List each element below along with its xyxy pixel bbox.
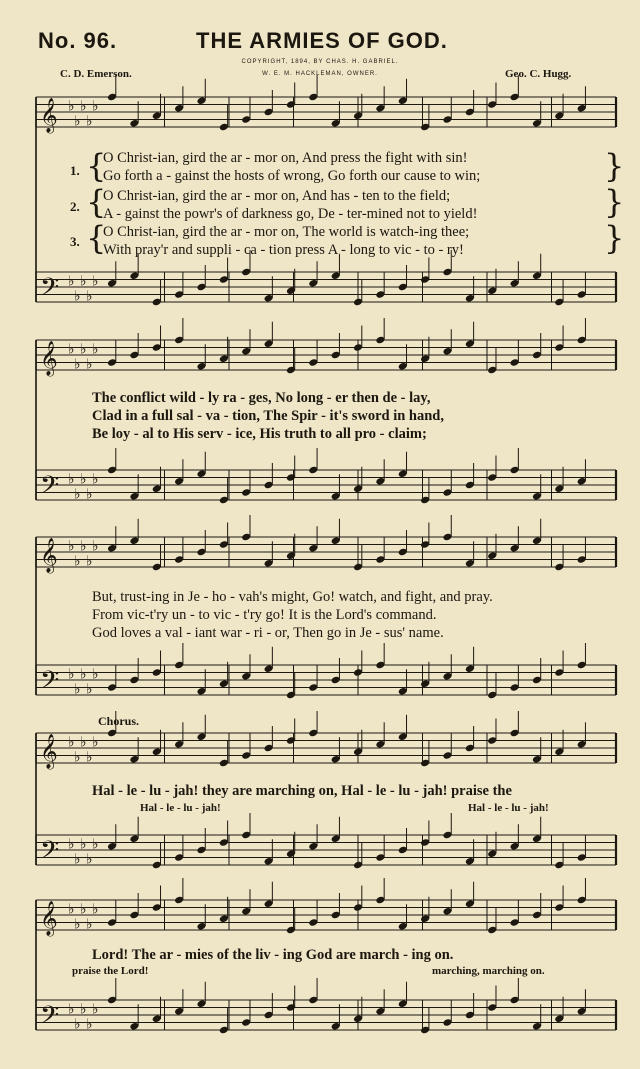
flat-icon: ♭ [68, 538, 75, 555]
flat-icon: ♭ [92, 734, 99, 751]
flat-icon: ♭ [80, 1001, 87, 1018]
verse-brace-left: { [86, 147, 107, 185]
flat-icon: ♭ [74, 749, 81, 766]
flat-icon: ♭ [80, 273, 87, 290]
flat-icon: ♭ [92, 341, 99, 358]
chorus-echo: Hal - le - lu - jah! [468, 802, 549, 814]
flat-icon: ♭ [92, 836, 99, 853]
composer-credit: Geo. C. Hugg. [505, 68, 572, 80]
copyright-line: COPYRIGHT, 1894, BY CHAS. H. GABRIEL. [241, 59, 399, 65]
verse-brace-right: } [604, 183, 625, 221]
verse-brace-right: } [604, 147, 625, 185]
flat-icon: ♭ [86, 288, 93, 305]
lyric-line: O Christ-ian, gird the ar - mor on, And press the fight with sin! [103, 150, 468, 166]
flat-icon: ♭ [68, 666, 75, 683]
verse-brace-right: } [604, 219, 625, 257]
flat-icon: ♭ [86, 356, 93, 373]
flat-icon: ♭ [92, 538, 99, 555]
flat-icon: ♭ [68, 734, 75, 751]
flat-icon: ♭ [86, 851, 93, 868]
flat-icon: ♭ [74, 288, 81, 305]
flat-icon: ♭ [80, 734, 87, 751]
bass-clef-icon: 𝄢 [40, 273, 60, 308]
bass-clef-icon: 𝄢 [40, 666, 60, 701]
final-lyric: Lord! The ar - mies of the liv - ing God are march - ing on. [92, 947, 454, 963]
owner-line: W. E. M. HACKLEMAN, OWNER. [262, 71, 378, 77]
flat-icon: ♭ [80, 901, 87, 918]
flat-icon: ♭ [74, 916, 81, 933]
lyric-line: Clad in a full sal - va - tion, The Spir - it's sword in hand, [92, 408, 444, 424]
lyricist-credit: C. D. Emerson. [60, 68, 132, 80]
flat-icon: ♭ [86, 1016, 93, 1033]
treble-clef-icon: 𝄞 [40, 98, 58, 133]
flat-icon: ♭ [68, 273, 75, 290]
lyric-line: But, trust-ing in Je - ho - vah's might, Go! watch, and fight, and pray. [92, 589, 493, 605]
lyric-line: God loves a val - iant war - ri - or, Then go in Je - sus' name. [92, 625, 444, 641]
flat-icon: ♭ [74, 1016, 81, 1033]
flat-icon: ♭ [86, 486, 93, 503]
chorus-label: Chorus. [98, 714, 140, 728]
lyric-line: O Christ-ian, gird the ar - mor on, The world is watch-ing thee; [103, 224, 470, 240]
flat-icon: ♭ [92, 98, 99, 115]
flat-icon: ♭ [92, 273, 99, 290]
final-echo: praise the Lord! [72, 965, 149, 977]
flat-icon: ♭ [86, 681, 93, 698]
flat-icon: ♭ [68, 98, 75, 115]
verse-number: 1. [70, 163, 80, 178]
flat-icon: ♭ [74, 681, 81, 698]
lyric-line: From vic-t'ry un - to vic - t'ry go! It is the Lord's command. [92, 607, 437, 623]
flat-icon: ♭ [92, 666, 99, 683]
bass-clef-icon: 𝄢 [40, 1001, 60, 1036]
chorus-echo: Hal - le - lu - jah! [140, 802, 221, 814]
lyric-line: A - gainst the powr's of darkness go, De - ter-mined not to yield! [103, 206, 478, 222]
treble-clef-icon: 𝄞 [40, 901, 58, 936]
flat-icon: ♭ [80, 98, 87, 115]
flat-icon: ♭ [74, 851, 81, 868]
hymn-number: No. 96. [38, 28, 118, 53]
bass-clef-icon: 𝄢 [40, 836, 60, 871]
flat-icon: ♭ [74, 356, 81, 373]
verse-brace-left: { [86, 183, 107, 221]
flat-icon: ♭ [80, 471, 87, 488]
lyric-line: Go forth a - gainst the hosts of wrong, Go forth our cause to win; [103, 168, 481, 184]
flat-icon: ♭ [68, 341, 75, 358]
treble-clef-icon: 𝄞 [40, 734, 58, 769]
hymn-title: THE ARMIES OF GOD. [196, 28, 448, 53]
flat-icon: ♭ [68, 1001, 75, 1018]
flat-icon: ♭ [86, 553, 93, 570]
verse-brace-left: { [86, 219, 107, 257]
verse-number: 2. [70, 199, 80, 214]
bass-clef-icon: 𝄢 [40, 471, 60, 506]
lyric-line: O Christ-ian, gird the ar - mor on, And has - ten to the field; [103, 188, 451, 204]
flat-icon: ♭ [80, 538, 87, 555]
flat-icon: ♭ [74, 486, 81, 503]
flat-icon: ♭ [86, 916, 93, 933]
flat-icon: ♭ [80, 666, 87, 683]
flat-icon: ♭ [68, 471, 75, 488]
flat-icon: ♭ [92, 471, 99, 488]
flat-icon: ♭ [74, 113, 81, 130]
flat-icon: ♭ [80, 836, 87, 853]
flat-icon: ♭ [92, 1001, 99, 1018]
lyric-line: With pray'r and suppli - ca - tion press A - long to vic - to - ry! [103, 242, 464, 258]
flat-icon: ♭ [68, 901, 75, 918]
flat-icon: ♭ [68, 836, 75, 853]
chorus-lyric: Hal - le - lu - jah! they are marching on, Hal - le - lu - jah! praise the [92, 783, 512, 799]
flat-icon: ♭ [86, 749, 93, 766]
lyric-line: Be loy - al to His serv - ice, His truth to all pro - claim; [92, 426, 427, 442]
final-echo: marching, marching on. [432, 965, 545, 977]
treble-clef-icon: 𝄞 [40, 538, 58, 573]
lyric-line: The conflict wild - ly ra - ges, No long - er then de - lay, [92, 390, 431, 406]
treble-clef-icon: 𝄞 [40, 341, 58, 376]
flat-icon: ♭ [86, 113, 93, 130]
flat-icon: ♭ [80, 341, 87, 358]
flat-icon: ♭ [92, 901, 99, 918]
verse-number: 3. [70, 234, 80, 249]
flat-icon: ♭ [74, 553, 81, 570]
